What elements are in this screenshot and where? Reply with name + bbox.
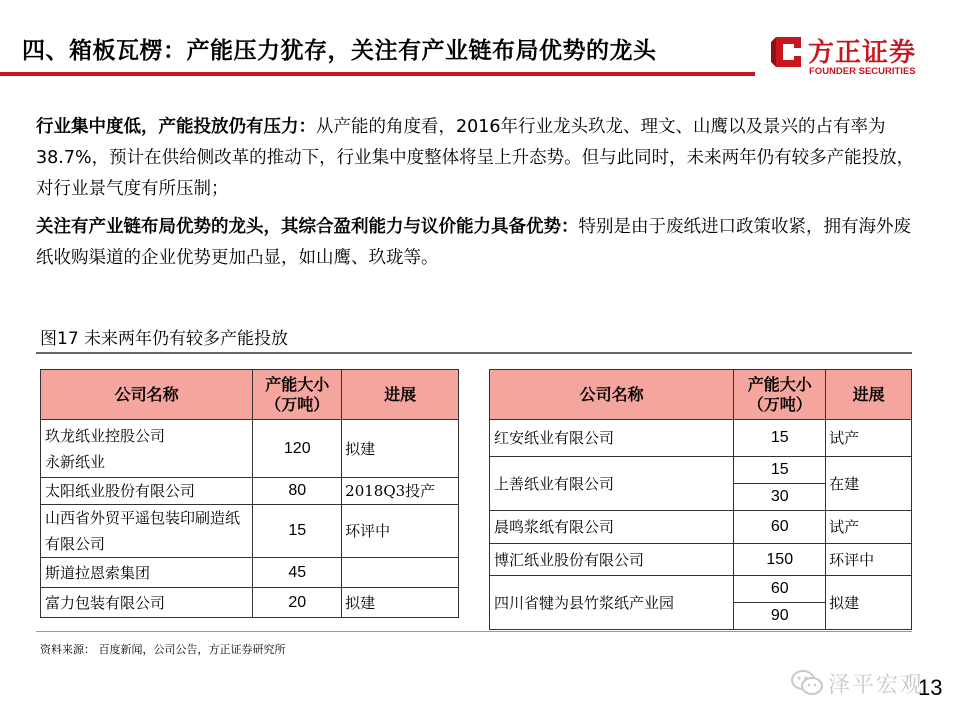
- table-row: [41, 478, 459, 505]
- header-company: 公司名称: [41, 370, 253, 420]
- table-row: [490, 576, 912, 603]
- paragraph-concentration: [36, 112, 916, 205]
- company-cell: 红安纸业有限公司: [490, 420, 734, 457]
- capacity-cell: 60: [734, 511, 826, 544]
- company-cell: 富力包装有限公司: [41, 588, 253, 618]
- brand-logo: [768, 30, 948, 82]
- watermark: [790, 666, 930, 700]
- company-cell: 斯道拉恩索集团: [41, 558, 253, 588]
- progress-cell: 拟建: [826, 576, 912, 630]
- header-progress: 进展: [826, 370, 912, 420]
- figure-divider: [36, 352, 912, 354]
- table-row: [490, 457, 912, 484]
- paragraph-text: 从产能的角度看，2016年行业龙头玖龙、理文、山鹰以及景兴的占有率为38.7%，预计在供给侧改革的推动下，行业集中度整体将呈上升态势。但与此同时，未来两年仍有较多产能投放，对行业景气度有所压制；: [36, 117, 915, 199]
- source-divider: [36, 631, 912, 632]
- capacity-cell: 30: [734, 484, 826, 511]
- capacity-cell: 150: [734, 544, 826, 576]
- capacity-table-left: [40, 369, 459, 618]
- progress-cell: 拟建: [342, 420, 459, 478]
- header-progress: 进展: [342, 370, 459, 420]
- founder-logo-icon: [768, 34, 804, 70]
- table-row: [41, 588, 459, 618]
- header-company: 公司名称: [490, 370, 734, 420]
- paragraph-heading: 关注有产业链布局优势的龙头，其综合盈利能力与议价能力具备优势：: [36, 217, 579, 237]
- header-capacity: 产能大小 （万吨）: [253, 370, 342, 420]
- progress-cell: 拟建: [342, 588, 459, 618]
- capacity-cell: 120: [253, 420, 342, 478]
- capacity-cell: 60: [734, 576, 826, 603]
- company-cell: 太阳纸业股份有限公司: [41, 478, 253, 505]
- table-row: [41, 420, 459, 478]
- brand-name-en: FOUNDER SECURITIES: [809, 66, 916, 77]
- capacity-cell: 15: [734, 420, 826, 457]
- table-row: [490, 544, 912, 576]
- paragraph-heading: 行业集中度低，产能投放仍有压力：: [36, 117, 316, 137]
- header-capacity: 产能大小 （万吨）: [734, 370, 826, 420]
- capacity-cell: 20: [253, 588, 342, 618]
- progress-cell: 试产: [826, 420, 912, 457]
- progress-cell: 2018Q3投产: [342, 478, 459, 505]
- page-title: 四、箱板瓦楞：产能压力犹存，关注有产业链布局优势的龙头: [22, 38, 657, 64]
- wechat-icon: [790, 668, 824, 698]
- company-cell: 玖龙纸业控股公司 永新纸业: [41, 420, 253, 478]
- capacity-cell: 15: [253, 505, 342, 558]
- page-number: 13: [918, 675, 943, 700]
- capacity-table-right: [489, 369, 912, 630]
- company-cell: 晨鸣浆纸有限公司: [490, 511, 734, 544]
- progress-cell: 在建: [826, 457, 912, 511]
- source-note: 资料来源： 百度新闻，公司公告，方正证券研究所: [40, 643, 286, 656]
- brand-name-cn: 方正证券: [808, 38, 917, 68]
- table-row: [41, 558, 459, 588]
- progress-cell: 试产: [826, 511, 912, 544]
- table-row: [41, 505, 459, 558]
- capacity-cell: 45: [253, 558, 342, 588]
- paragraph-leaders: [36, 212, 916, 274]
- progress-cell: 环评中: [342, 505, 459, 558]
- company-cell: 四川省犍为县竹浆纸产业园: [490, 576, 734, 630]
- progress-cell: [342, 558, 459, 588]
- watermark-text: 泽平宏观: [828, 673, 925, 698]
- progress-cell: 环评中: [826, 544, 912, 576]
- paragraph-text: 特别是由于废纸进口政策收紧，拥有海外废纸收购渠道的企业优势更加凸显，如山鹰、玖珑等。: [36, 217, 911, 268]
- capacity-cell: 80: [253, 478, 342, 505]
- table-row: [490, 511, 912, 544]
- company-cell: 山西省外贸平遥包装印刷造纸有限公司: [41, 505, 253, 558]
- table-row: [490, 420, 912, 457]
- figure-caption: 图17 未来两年仍有较多产能投放: [40, 329, 289, 349]
- capacity-cell: 15: [734, 457, 826, 484]
- header-divider: [0, 72, 755, 76]
- company-cell: 博汇纸业股份有限公司: [490, 544, 734, 576]
- capacity-cell: 90: [734, 603, 826, 630]
- company-cell: 上善纸业有限公司: [490, 457, 734, 511]
